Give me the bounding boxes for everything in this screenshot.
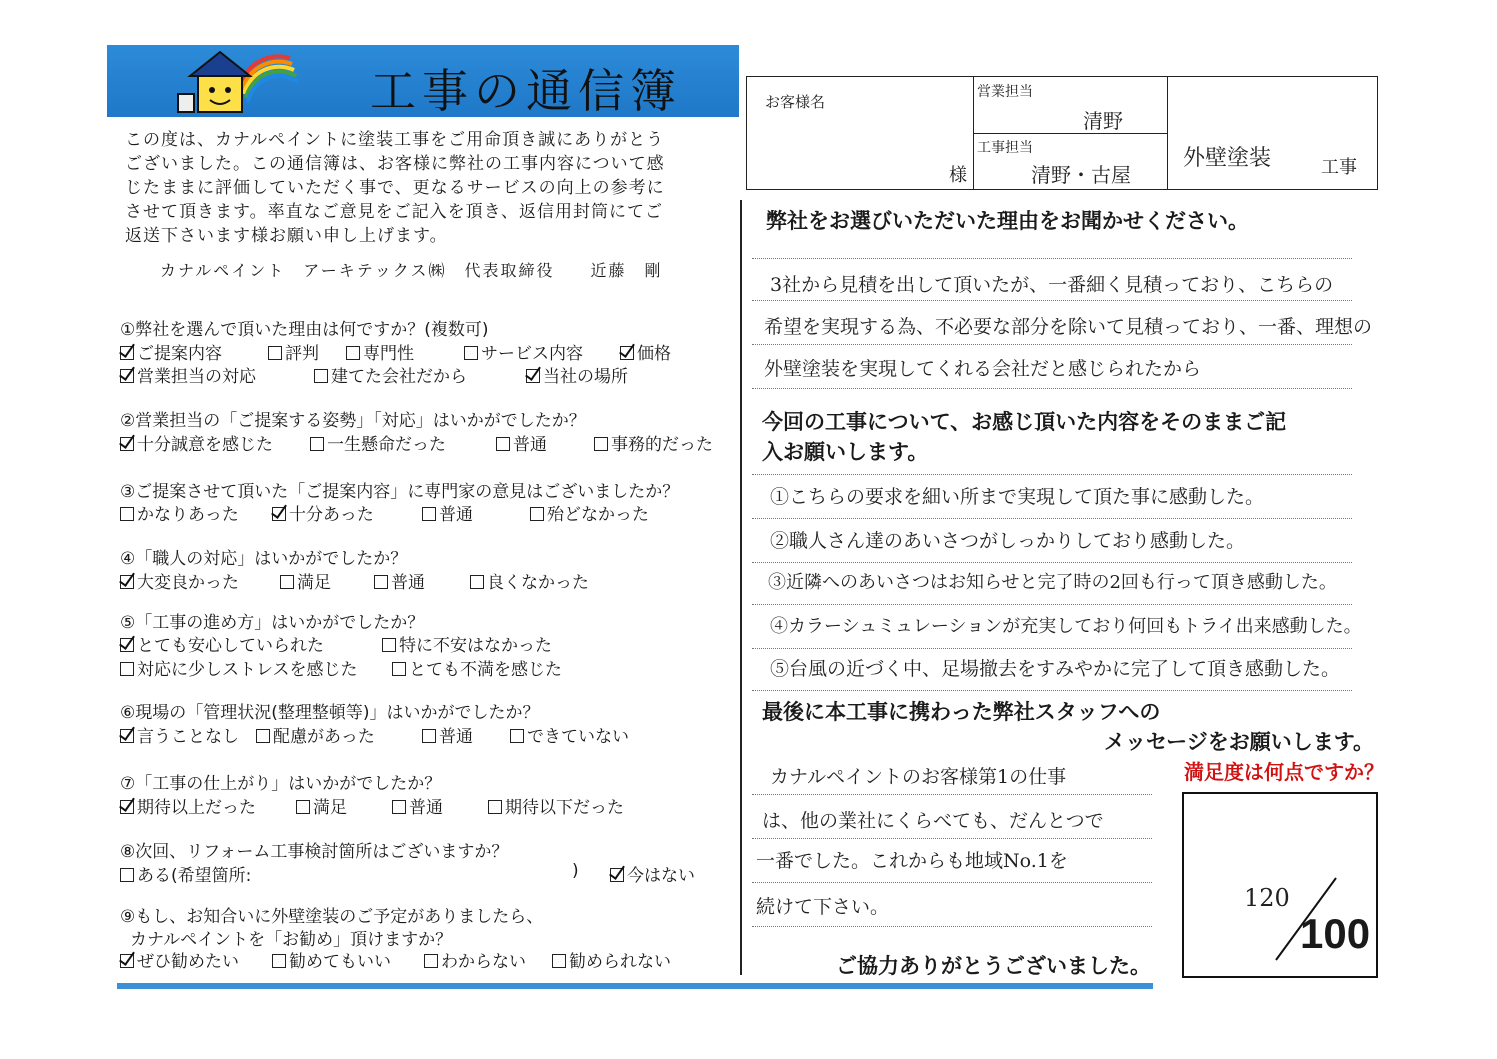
option[interactable] bbox=[526, 362, 628, 387]
question-7-title: ⑦「工事の仕上がり」はいかがでしたか？ bbox=[120, 774, 442, 794]
option[interactable] bbox=[610, 861, 695, 886]
checkbox[interactable] bbox=[510, 729, 524, 743]
option[interactable] bbox=[620, 339, 671, 364]
checkbox[interactable] bbox=[256, 729, 270, 743]
option[interactable] bbox=[272, 500, 374, 525]
option-label: 配慮があった bbox=[273, 727, 375, 747]
option-label: 対応に少しストレスを感じた bbox=[137, 660, 358, 680]
checkbox-checked[interactable] bbox=[610, 868, 624, 882]
option-label: サービス内容 bbox=[481, 344, 583, 364]
score-box bbox=[1182, 792, 1378, 978]
checkbox[interactable] bbox=[392, 800, 406, 814]
option[interactable] bbox=[374, 568, 425, 593]
option[interactable] bbox=[120, 947, 239, 972]
message-line: 続けて下さい。 bbox=[756, 896, 890, 918]
intro-line: ございました。この通信簿は、お客様に弊社の工事内容について感 bbox=[125, 154, 665, 174]
table-divider bbox=[973, 133, 1167, 134]
bottom-bar bbox=[117, 983, 1153, 989]
option[interactable] bbox=[552, 947, 671, 972]
option-label: 普通 bbox=[439, 505, 473, 525]
option-label: 事務的だった bbox=[611, 435, 713, 455]
checkbox[interactable] bbox=[392, 662, 406, 676]
option-label: かなりあった bbox=[137, 505, 239, 525]
option[interactable] bbox=[310, 430, 446, 455]
option-label: 殆どなかった bbox=[547, 505, 649, 525]
writing-line bbox=[752, 648, 1352, 649]
checkbox[interactable] bbox=[552, 954, 566, 968]
option-label: 価格 bbox=[637, 344, 671, 364]
option-label: 期待以下だった bbox=[505, 798, 624, 818]
message-section-title-1: 最後に本工事に携わった弊社スタッフへの bbox=[762, 700, 1161, 724]
message-section-title-2: メッセージをお願いします。 bbox=[1104, 730, 1375, 754]
impression-line: ①こちらの要求を細い所まで実現して頂た事に感動した。 bbox=[770, 486, 1265, 508]
checkbox[interactable] bbox=[530, 507, 544, 521]
writing-line bbox=[752, 926, 1152, 927]
option[interactable] bbox=[392, 655, 562, 680]
option[interactable] bbox=[256, 722, 375, 747]
question-6-options bbox=[120, 722, 720, 747]
question-8-options bbox=[120, 861, 720, 886]
checkbox[interactable] bbox=[374, 575, 388, 589]
question-5-options-row-2 bbox=[120, 655, 720, 680]
intro-line: させて頂きます。率直なご意見をご記入を頂き、返信用封筒にてご bbox=[125, 202, 663, 222]
checkbox[interactable] bbox=[496, 437, 510, 451]
option-label: とても安心していられた bbox=[137, 636, 324, 656]
checkbox[interactable] bbox=[594, 437, 608, 451]
option[interactable] bbox=[488, 793, 624, 818]
reason-line: 希望を実現する為、不必要な部分を除いて見積っており、一番、理想の bbox=[764, 316, 1373, 338]
option[interactable] bbox=[424, 947, 526, 972]
option-label: 大変良かった bbox=[137, 573, 239, 593]
option[interactable] bbox=[120, 362, 256, 387]
sales-rep-value: 清野 bbox=[1083, 109, 1123, 133]
option-label: 当社の場所 bbox=[543, 367, 628, 387]
option[interactable] bbox=[120, 339, 222, 364]
score-value: 120 bbox=[1244, 884, 1290, 912]
question-2-options bbox=[120, 430, 730, 455]
question-9-title: ⑨もし、お知合いに外壁塗装のご予定がありましたら、 bbox=[120, 907, 544, 927]
option-label: 言うことなし bbox=[137, 727, 239, 747]
writing-line bbox=[752, 794, 1152, 795]
option[interactable] bbox=[470, 568, 589, 593]
option-label: 普通 bbox=[391, 573, 425, 593]
option[interactable] bbox=[120, 631, 324, 656]
table-divider bbox=[1167, 77, 1168, 189]
option[interactable] bbox=[120, 861, 251, 886]
option[interactable] bbox=[120, 722, 239, 747]
checkbox-checked[interactable] bbox=[120, 369, 134, 383]
intro-line: この度は、カナルペイントに塗装工事をご用命頂き誠にありがとう bbox=[125, 130, 665, 150]
option[interactable] bbox=[120, 500, 239, 525]
writing-line bbox=[752, 604, 1352, 605]
writing-line bbox=[752, 344, 1352, 345]
option-label: ある(希望箇所: bbox=[137, 866, 252, 886]
checkbox[interactable] bbox=[470, 575, 484, 589]
option[interactable] bbox=[422, 500, 473, 525]
option[interactable] bbox=[120, 793, 256, 818]
checkbox-checked[interactable] bbox=[120, 729, 134, 743]
house-mascot-logo-icon bbox=[170, 46, 300, 118]
checkbox-checked[interactable] bbox=[120, 346, 134, 360]
option-label: 普通 bbox=[513, 435, 547, 455]
checkbox[interactable] bbox=[422, 507, 436, 521]
writing-line bbox=[752, 882, 1152, 883]
option-label: わからない bbox=[441, 952, 526, 972]
writing-line bbox=[752, 562, 1352, 563]
checkbox[interactable] bbox=[382, 638, 396, 652]
writing-line bbox=[752, 300, 1352, 301]
intro-line: 返送下さいます様お願い申し上げます。 bbox=[125, 226, 448, 246]
option[interactable] bbox=[496, 430, 547, 455]
option-label: 建てた会社だから bbox=[331, 367, 467, 387]
impression-section-title-1: 今回の工事について、お感じ頂いた内容をそのままご記 bbox=[762, 410, 1287, 434]
option[interactable] bbox=[272, 947, 391, 972]
question-4-title: ④「職人の対応」はいかがでしたか？ bbox=[120, 549, 408, 569]
score-max: 100 bbox=[1300, 910, 1371, 957]
impression-line: ②職人さん達のあいさつがしっかりしており感動した。 bbox=[770, 530, 1246, 552]
checkbox[interactable] bbox=[280, 575, 294, 589]
option-label: 営業担当の対応 bbox=[137, 367, 256, 387]
closing-text: ご協力ありがとうございました。 bbox=[836, 954, 1151, 978]
writing-line bbox=[752, 690, 1352, 691]
option-label: 勧められない bbox=[569, 952, 671, 972]
option[interactable] bbox=[120, 568, 239, 593]
question-3-title: ③ご提案させて頂いた「ご提案内容」に専門家の意見はございましたか？ bbox=[120, 482, 680, 502]
question-4-options bbox=[120, 568, 720, 593]
question-1-options-row-1 bbox=[120, 339, 720, 364]
question-1-options-row-2 bbox=[120, 362, 720, 387]
option[interactable] bbox=[392, 793, 443, 818]
checkbox-checked[interactable] bbox=[120, 800, 134, 814]
work-type-value: 外壁塗装 bbox=[1183, 146, 1272, 171]
sales-rep-label: 営業担当 bbox=[977, 84, 1033, 100]
checkbox-checked[interactable] bbox=[120, 954, 134, 968]
checkbox[interactable] bbox=[422, 729, 436, 743]
checkbox-checked[interactable] bbox=[120, 437, 134, 451]
checkbox[interactable] bbox=[296, 800, 310, 814]
question-5-options-row-1 bbox=[120, 631, 720, 656]
writing-line bbox=[752, 388, 1352, 389]
option-label: 満足 bbox=[313, 798, 347, 818]
question-5-title: ⑤「工事の進め方」はいかがでしたか？ bbox=[120, 613, 425, 633]
option-label: 普通 bbox=[439, 727, 473, 747]
column-divider bbox=[740, 200, 742, 975]
option-label: ご提案内容 bbox=[137, 344, 222, 364]
checkbox[interactable] bbox=[310, 437, 324, 451]
question-9-title-2: カナルペイントを「お勧め」頂けますか？ bbox=[130, 930, 453, 950]
checkbox[interactable] bbox=[268, 346, 282, 360]
option-label: 勧めてもいい bbox=[289, 952, 391, 972]
option-label: 専門性 bbox=[363, 344, 414, 364]
question-6-title: ⑥現場の「管理状況(整理整頓等)」はいかがでしたか？ bbox=[120, 703, 540, 723]
question-3-options bbox=[120, 500, 720, 525]
option[interactable] bbox=[422, 722, 473, 747]
customer-name-suffix: 様 bbox=[949, 165, 967, 186]
option[interactable] bbox=[314, 362, 467, 387]
option[interactable] bbox=[280, 568, 331, 593]
option[interactable] bbox=[464, 339, 583, 364]
reason-line: 3社から見積を出して頂いたが、一番細く見積っており、こちらの bbox=[770, 274, 1334, 296]
option[interactable] bbox=[296, 793, 347, 818]
checkbox[interactable] bbox=[120, 507, 134, 521]
option[interactable] bbox=[120, 430, 273, 455]
option-label: 特に不安はなかった bbox=[399, 636, 552, 656]
score-title: 満足度は何点ですか？ bbox=[1184, 760, 1384, 784]
option[interactable] bbox=[594, 430, 713, 455]
bracket-close: ) bbox=[572, 861, 579, 881]
writing-line bbox=[752, 838, 1152, 839]
signature: カナルペイント アーキテックス㈱ 代表取締役 近藤 剛 bbox=[160, 261, 663, 280]
option-label: 十分誠意を感じた bbox=[137, 435, 273, 455]
checkbox-checked[interactable] bbox=[120, 575, 134, 589]
checkbox[interactable] bbox=[488, 800, 502, 814]
impression-section-title-2: 入お願いします。 bbox=[762, 440, 929, 464]
option[interactable] bbox=[382, 631, 552, 656]
option-label: 普通 bbox=[409, 798, 443, 818]
question-7-options bbox=[120, 793, 720, 818]
reason-section-title: 弊社をお選びいただいた理由をお聞かせください。 bbox=[766, 209, 1249, 233]
option-label: 期待以上だった bbox=[137, 798, 256, 818]
option[interactable] bbox=[120, 655, 358, 680]
option-label: ぜひ勧めたい bbox=[137, 952, 239, 972]
option-label: 評判 bbox=[285, 344, 319, 364]
writing-line bbox=[752, 518, 1352, 519]
customer-info-table bbox=[746, 76, 1378, 190]
page-title: 工事の通信簿 bbox=[370, 64, 682, 118]
option[interactable] bbox=[510, 722, 629, 747]
checkbox[interactable] bbox=[424, 954, 438, 968]
checkbox[interactable] bbox=[346, 346, 360, 360]
message-line: 一番でした。これからも地域No.1を bbox=[756, 850, 1068, 872]
option[interactable] bbox=[530, 500, 649, 525]
construction-rep-label: 工事担当 bbox=[977, 140, 1033, 156]
option[interactable] bbox=[268, 339, 319, 364]
work-type-suffix: 工事 bbox=[1321, 157, 1357, 178]
checkbox-checked[interactable] bbox=[272, 507, 286, 521]
checkbox[interactable] bbox=[464, 346, 478, 360]
checkbox-checked[interactable] bbox=[120, 638, 134, 652]
writing-line bbox=[752, 258, 1352, 259]
impression-line: ⑤台風の近づく中、足場撤去をすみやかに完了して頂き感動した。 bbox=[770, 658, 1341, 680]
impression-line: ③近隣へのあいさつはお知らせと完了時の2回も行って頂き感動した。 bbox=[768, 572, 1337, 593]
question-2-title: ②営業担当の「ご提案する姿勢」「対応」はいかがでしたか？ bbox=[120, 411, 586, 431]
message-line: カナルペイントのお客様第1の仕事 bbox=[770, 766, 1067, 788]
reason-line: 外壁塗装を実現してくれる会社だと感じられたから bbox=[764, 358, 1202, 380]
message-line: は、他の業社にくらべても、だんとつで bbox=[762, 810, 1104, 832]
intro-line: じたままに評価していただく事で、更なるサービスの向上の参考に bbox=[125, 178, 665, 198]
checkbox[interactable] bbox=[120, 868, 134, 882]
checkbox-checked[interactable] bbox=[526, 369, 540, 383]
option-label: 良くなかった bbox=[487, 573, 589, 593]
intro-text bbox=[125, 128, 725, 248]
option-label: とても不満を感じた bbox=[409, 660, 562, 680]
option-label: 満足 bbox=[297, 573, 331, 593]
checkbox[interactable] bbox=[120, 662, 134, 676]
customer-name-label: お客様名 bbox=[765, 93, 826, 111]
option-label: 一生懸命だった bbox=[327, 435, 446, 455]
question-8-title: ⑧次回、リフォーム工事検討箇所はございますか？ bbox=[120, 842, 509, 862]
checkbox-checked[interactable] bbox=[620, 346, 634, 360]
question-9-options bbox=[120, 947, 720, 972]
option[interactable] bbox=[346, 339, 414, 364]
option-label: 今はない bbox=[627, 866, 695, 886]
checkbox[interactable] bbox=[314, 369, 328, 383]
construction-rep-value: 清野・古屋 bbox=[1031, 163, 1131, 187]
checkbox[interactable] bbox=[272, 954, 286, 968]
impression-line: ④カラーシュミュレーションが充実しており何回もトライ出来感動した。 bbox=[770, 616, 1362, 637]
writing-line bbox=[752, 474, 1352, 475]
question-1-title: ①弊社を選んで頂いた理由は何ですか？(複数可) bbox=[120, 320, 489, 340]
option-label: 十分あった bbox=[289, 505, 374, 525]
option-label: できていない bbox=[527, 727, 629, 747]
